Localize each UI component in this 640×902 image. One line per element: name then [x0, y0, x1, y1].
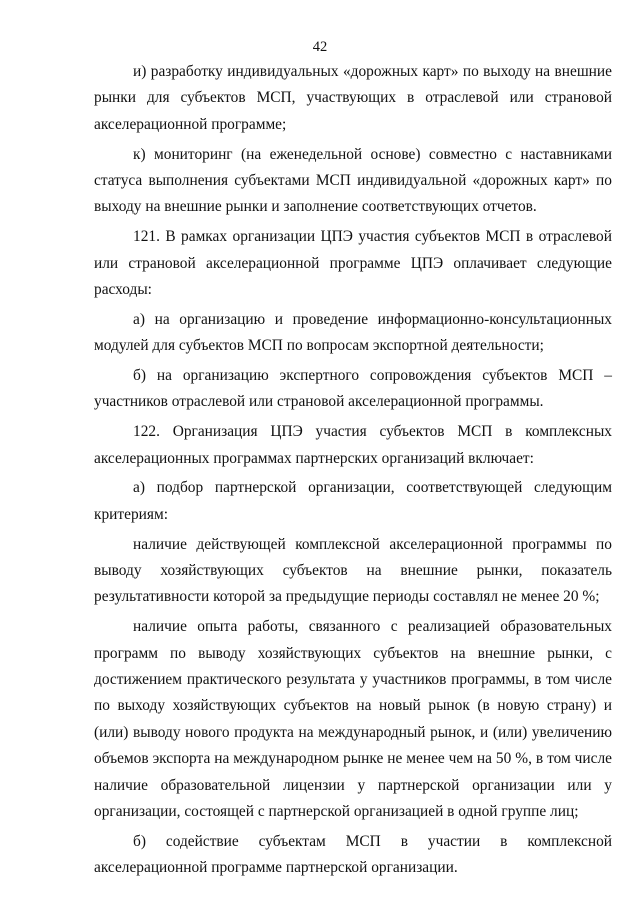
paragraph-criterion-program: наличие действующей комплексной акселерационной программы по выводу хозяйствующих субъектов на внешние рынки, показатель результативности которой за предыдущие периоды составлял не менее 20 %; — [94, 535, 612, 606]
paragraph-122-item-a: а) подбор партнерской организации, соответствующей следующим критериям: — [94, 479, 612, 523]
paragraph-122-item-b: б) содействие субъектам МСП в участии в комплексной акселерационной программе партнерской организации. — [94, 832, 612, 877]
paragraph-item-k: к) мониторинг (на еженедельной основе) совместно с наставниками статуса выполнения субъектами МСП индивидуальной «дорожных карт» по выходу на внешние рынки и заполнение соответствующих отчетов. — [94, 145, 612, 216]
paragraph-121-item-a: а) на организацию и проведение информационно-консультационных модулей для субъектов МСП по вопросам экспортной деятельности; — [94, 310, 612, 355]
paragraph-clause-122: 122. Организация ЦПЭ участия субъектов МСП в комплексных акселерационных программах партнерских организаций включает: — [94, 423, 612, 467]
paragraph-121-item-b: б) на организацию экспертного сопровождения субъектов МСП – участников отраслевой или страновой акселерационной программы. — [94, 367, 612, 411]
page-number: 42 — [312, 39, 328, 55]
paragraph-criterion-experience: наличие опыта работы, связанного с реализацией образовательных программ по выводу хозяйствующих субъектов на внешние рынки, с достижением практического результата у участников программы, в том числе по выходу хозяйствующих субъектов на новый рынок (в новую страну) и (или) выводу нового продукта на международный рынок, и (или) увеличению объемов экспорта на международном рынке не менее чем на 50 %, в том числе наличие образовательной лицензии у партнерской организации или у организации, состоящей с партнерской организацией в одной группе лиц; — [94, 618, 612, 821]
document-body — [94, 59, 612, 885]
paragraph-clause-121: 121. В рамках организации ЦПЭ участия субъектов МСП в отраслевой или страновой акселерационной программе ЦПЭ оплачивает следующие расходы: — [94, 228, 612, 299]
paragraph-item-i: и) разработку индивидуальных «дорожных карт» по выходу на внешние рынки для субъектов МСП, участвующих в отраслевой или страновой акселерационной программе; — [94, 63, 612, 133]
